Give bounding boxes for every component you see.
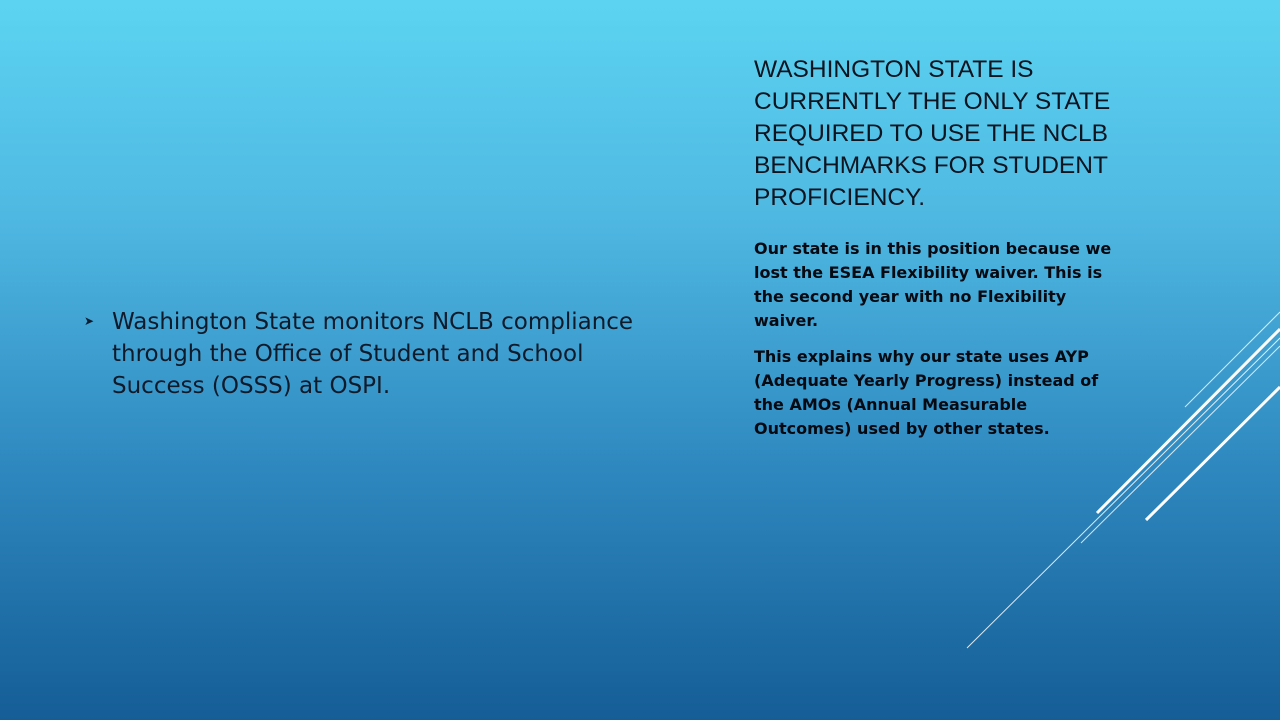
bullet-arrow-icon: ➤	[84, 314, 95, 328]
paragraph-ayp: This explains why our state uses AYP (Adequate Yearly Progress) instead of the AMOs (Annual Measurable Outcomes) used by other states.	[754, 347, 1099, 438]
bullet-text: Washington State monitors NCLB compliance through the Office of Student and School Success (OSSS) at OSPI.	[112, 309, 634, 399]
bullet-item	[84, 306, 674, 402]
deco-line-thick-1	[1097, 329, 1280, 513]
deco-line-thick-2	[1146, 387, 1280, 520]
slide-title: WASHINGTON STATE IS CURRENTLY THE ONLY STATE REQUIRED TO USE THE NCLB BENCHMARKS FOR STUDENT PROFICIENCY.	[754, 56, 1111, 211]
paragraph-waiver: Our state is in this position because we lost the ESEA Flexibility waiver. This is the second year with no Flexibility waiver.	[754, 239, 1112, 330]
